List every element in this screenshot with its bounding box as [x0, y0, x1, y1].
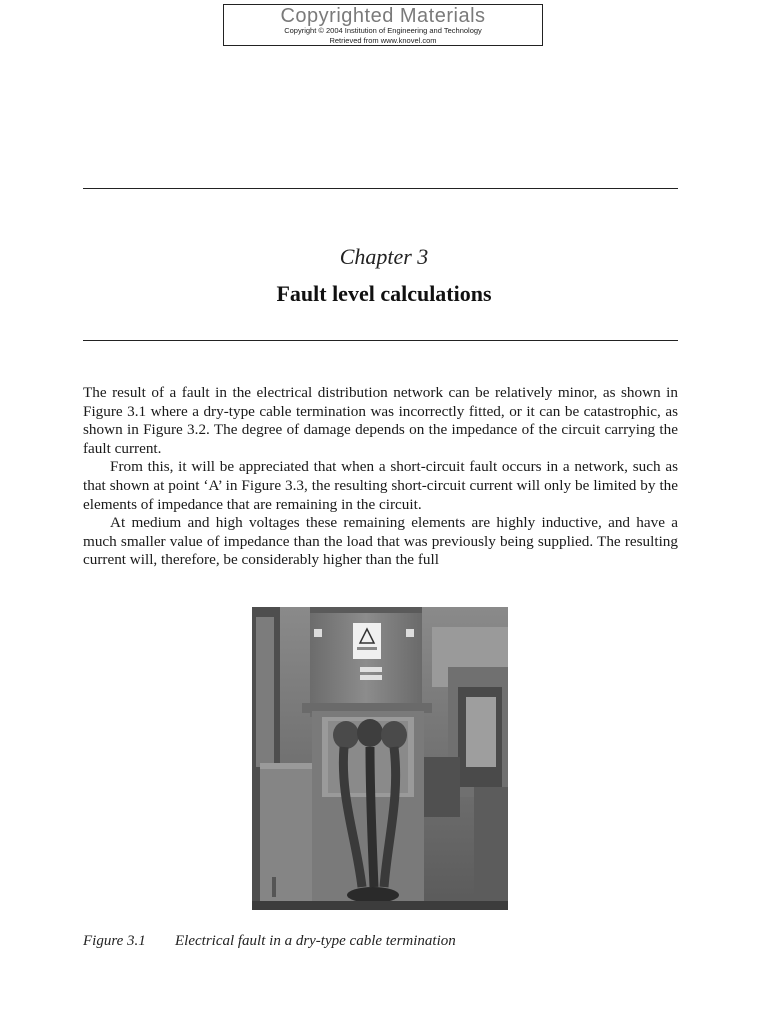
figure-photo: [252, 607, 508, 910]
body-text: [83, 384, 678, 570]
figure-caption: [83, 933, 456, 950]
switchgear-photo-illustration: [252, 607, 508, 910]
top-rule: [83, 188, 678, 189]
figure-caption-text: Electrical fault in a dry-type cable termination: [175, 933, 456, 949]
figure-number: Figure 3.1: [83, 933, 146, 949]
retrieved-line: Retrieved from www.knovel.com: [329, 36, 437, 45]
chapter-title: Fault level calculations: [276, 281, 492, 306]
paragraph: The result of a fault in the electrical distribution network can be relatively minor, as shown in Figure 3.1 where a dry-type cable termination was incorrectly fitted, or it can be catastrophic, as shown in Figure 3.2. The degree of damage depends on the impedance of the circuit carrying the fault current.: [83, 384, 678, 457]
paragraph: From this, it will be appreciated that when a short-circuit fault occurs in a network, such as that shown at point ‘A’ in Figure 3.3, the resulting short-circuit current will only be limited by the elements of impedance that are remaining in the circuit.: [83, 458, 678, 513]
copyright-title: Copyrighted Materials: [280, 5, 486, 27]
bottom-rule: [83, 340, 678, 341]
paragraph: At medium and high voltages these remaining elements are highly inductive, and have a much smaller value of impedance than the load that was previously being supplied. The resulting current will, therefore, be considerably higher than the full: [83, 514, 678, 569]
copyright-line: Copyright © 2004 Institution of Engineering and Technology: [284, 26, 482, 35]
chapter-label: Chapter 3: [339, 244, 429, 269]
copyright-stamp: [223, 4, 543, 46]
